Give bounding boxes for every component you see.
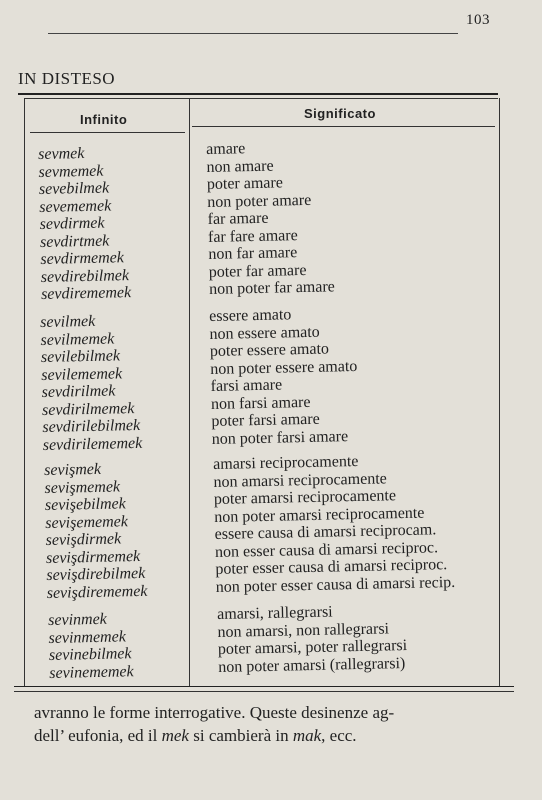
significato-cell: non poter farsi amare bbox=[211, 427, 349, 448]
significato-cell: poter far amare bbox=[208, 261, 307, 281]
infinito-cell: sevmek bbox=[38, 145, 85, 163]
infinito-cell: sevinebilmek bbox=[48, 645, 132, 664]
significato-cell: far amare bbox=[207, 209, 269, 228]
infinito-cell: sevdirememek bbox=[40, 284, 132, 303]
significato-cell: poter amare bbox=[206, 174, 284, 193]
infinito-cell: sevmemek bbox=[38, 162, 104, 181]
infinito-cell: sevişememek bbox=[45, 512, 129, 532]
infinito-cell: sevişebilmek bbox=[44, 495, 126, 514]
infinito-cell: sevişdirebilmek bbox=[46, 564, 146, 584]
infinito-cell: sevişmek bbox=[44, 460, 102, 479]
header-rule bbox=[48, 33, 458, 34]
footer-text-segment: , ecc. bbox=[321, 726, 357, 745]
significato-cell: far fare amare bbox=[207, 226, 298, 246]
infinito-cell: sevilmek bbox=[40, 312, 96, 331]
footer-text-segment: si cambierà in bbox=[188, 726, 293, 745]
header-underline-significato bbox=[192, 126, 495, 127]
significato-cell: poter essere amato bbox=[209, 340, 330, 360]
section-heading: IN DISTESO bbox=[18, 69, 116, 88]
significato-cell: non poter esser causa di amarsi recip. bbox=[215, 573, 456, 596]
infinito-cell: sevdirtmek bbox=[39, 232, 110, 251]
significato-cell: non farsi amare bbox=[210, 393, 311, 413]
infinito-cell: sevilebilmek bbox=[40, 347, 121, 366]
significato-cell: non essere amato bbox=[209, 323, 320, 343]
infinito-cell: sevinmemek bbox=[48, 627, 127, 647]
significato-cell: non poter essere amato bbox=[210, 357, 358, 378]
significato-cell: poter amarsi reciprocamente bbox=[213, 487, 397, 508]
table-bottom-rule-inner bbox=[14, 691, 514, 692]
footer-italic-mak: mak bbox=[292, 726, 322, 745]
infinito-group-4 bbox=[48, 610, 134, 682]
significato-cell: non poter amarsi (rallegrarsi) bbox=[218, 654, 406, 676]
footer-line-1: avranno le forme interrogative. Queste desinenze ag- bbox=[34, 703, 395, 722]
infinito-cell: sevilememek bbox=[41, 364, 123, 384]
table-top-rule bbox=[18, 93, 498, 95]
infinito-cell: sevdirebilmek bbox=[40, 266, 130, 286]
significato-cell: non far amare bbox=[208, 244, 298, 263]
significato-cell: farsi amare bbox=[210, 376, 283, 395]
significato-cell: non poter amarsi reciprocamente bbox=[214, 504, 425, 526]
column-header-infinito: Infinito bbox=[80, 112, 128, 127]
significato-cell: essere causa di amarsi reciprocam. bbox=[214, 521, 437, 543]
footer-line-2 bbox=[34, 724, 524, 747]
infinito-group-3 bbox=[44, 460, 148, 602]
infinito-cell: sevebilmek bbox=[38, 179, 110, 198]
significato-cell: non amarsi, non rallegrarsi bbox=[217, 619, 390, 641]
infinito-cell: sevdirmemek bbox=[40, 249, 125, 268]
infinito-cell: sevişdirmemek bbox=[45, 547, 141, 567]
significato-group-3 bbox=[213, 451, 455, 596]
infinito-cell: sevişdirememek bbox=[46, 582, 148, 602]
footer-italic-mek: mek bbox=[161, 726, 189, 745]
infinito-cell: sevdirilmemek bbox=[41, 399, 135, 419]
column-header-significato: Significato bbox=[304, 106, 376, 121]
page-number: 103 bbox=[466, 12, 490, 28]
significato-cell: poter esser causa di amarsi reciproc. bbox=[215, 556, 448, 578]
significato-cell: poter farsi amare bbox=[211, 410, 320, 430]
infinito-cell: sevdirmek bbox=[39, 214, 105, 233]
infinito-group-1 bbox=[38, 144, 131, 303]
infinito-cell: sevinememek bbox=[49, 662, 134, 682]
significato-cell: essere amato bbox=[209, 306, 292, 325]
column-divider bbox=[189, 98, 190, 686]
table-bottom-rule bbox=[14, 686, 514, 687]
significato-cell: non amare bbox=[206, 157, 274, 176]
footer-text-segment: dell’ eufonia, ed il bbox=[34, 726, 162, 745]
significato-group-4 bbox=[217, 602, 408, 676]
infinito-cell: sevişdirmek bbox=[45, 530, 122, 549]
significato-cell: non amarsi reciprocamente bbox=[213, 469, 387, 491]
significato-cell: amare bbox=[206, 140, 246, 158]
significato-cell: amarsi reciprocamente bbox=[213, 452, 359, 473]
infinito-cell: sevememek bbox=[39, 196, 112, 216]
infinito-cell: sevişmemek bbox=[44, 477, 121, 497]
infinito-cell: sevinmek bbox=[48, 610, 107, 629]
significato-cell: amarsi, rallegrarsi bbox=[217, 603, 333, 623]
significato-cell: poter amarsi, poter rallegrarsi bbox=[217, 637, 408, 658]
infinito-cell: sevdirilmek bbox=[41, 382, 116, 401]
significato-group-1 bbox=[206, 138, 335, 298]
infinito-group-2 bbox=[40, 312, 142, 454]
infinito-cell: sevdirilememek bbox=[42, 434, 143, 454]
significato-cell: non esser causa di amarsi reciproc. bbox=[214, 538, 439, 561]
significato-cell: non poter amare bbox=[207, 191, 312, 211]
significato-group-2 bbox=[209, 305, 359, 448]
infinito-cell: sevilmemek bbox=[40, 329, 115, 349]
header-underline-infinito bbox=[30, 132, 185, 133]
infinito-cell: sevdirilebilmek bbox=[42, 416, 141, 436]
significato-cell: non poter far amare bbox=[208, 278, 335, 298]
